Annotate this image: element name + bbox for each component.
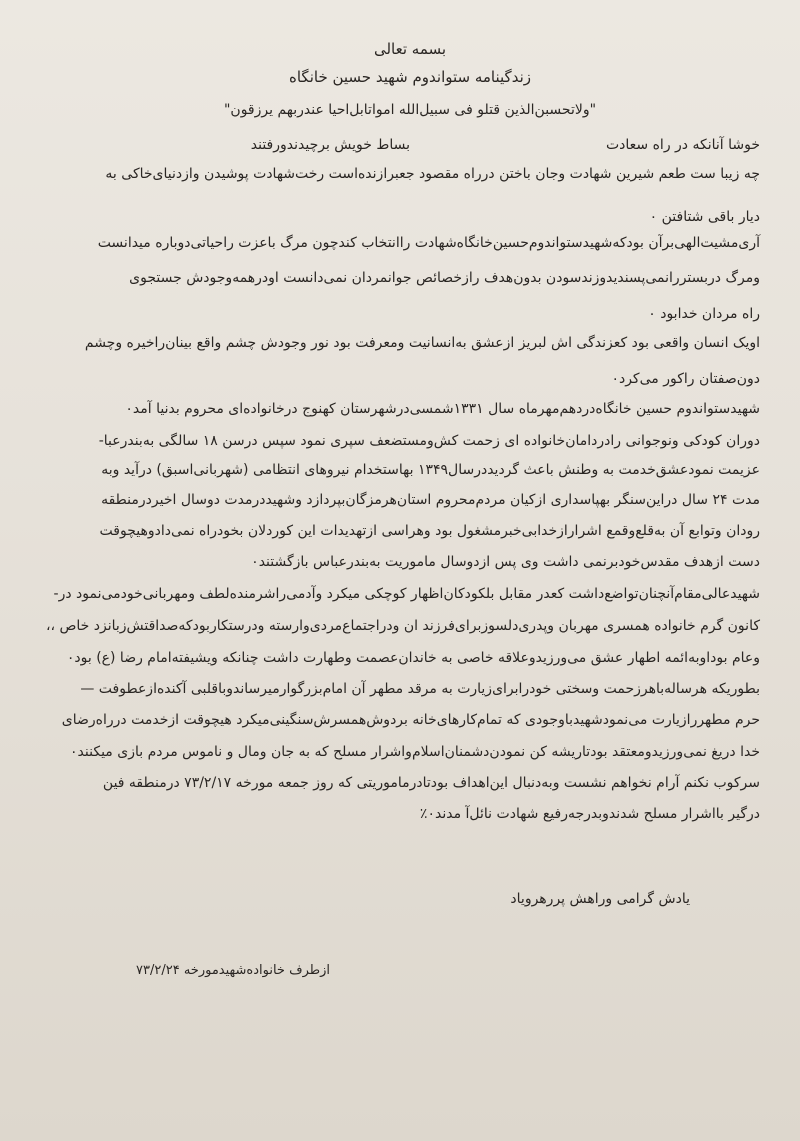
body-line-4: ومرگ دربستررانمی‌پسندیدوزندسودن بدون‌هدف رازخصائص جوانمردان نمی‌دانست اودرهمه‌وجودش جستجوی — [129, 270, 760, 286]
body-line-12: رودان وتوابع آن به‌قلع‌وقمع اشرارازخدابی‌خبرمشغول بود وهراسی ازتهدیدات این کوردلان بخودراه نمی‌دادوهیچوقت — [99, 523, 760, 539]
poem-line-right: خوشا آنانکه در راه سعادت — [605, 137, 760, 153]
body-line-21: درگیر بااشرار مسلح شدندوبدرجه‌رفیع شهادت نائل‌آ مدند۰٪ — [419, 806, 760, 822]
body-line-15: کانون گرم خانواده همسری مهربان وپدری‌دلسوزبرای‌فرزند ان ودراجتماع‌مردی‌وارسته ودرستکاربودکه‌صداقتش‌زبانزد خاص ،، — [45, 618, 760, 634]
body-line-2: دیار باقی شتافتن ۰ — [649, 209, 760, 225]
closing-phrase: یادش گرامی وراهش پررهرویاد — [510, 891, 690, 907]
basmala-heading: بسمه تعالی — [373, 40, 447, 58]
body-line-5: راه مردان خدابود ۰ — [648, 306, 760, 322]
body-line-9: دوران کودکی ونوجوانی رادردامان‌خانواده ای زحمت کش‌ومستضعف سپری نمود سپس درسن ۱۸ سالگی به‌بندرعبا- — [98, 433, 760, 449]
body-line-7: دون‌صفتان راکور می‌کرد۰ — [611, 371, 760, 387]
body-line-8: شهیدستواندوم حسین خانگاه‌در‌دهم‌مهر‌ماه سال ۱۳۳۱شمسی‌در‌شهرستان کهنوج در‌خانواده‌ای محروم بدنیا آمد۰ — [125, 401, 760, 417]
body-line-17: بطوریکه هرساله‌باهرزحمت وسختی خودرابرای‌زیارت به مرقد مطهر آن امام‌بزرگوارمیرساندوباقلبی آکنده‌ازعطوفت — — [80, 681, 760, 697]
body-line-13: دست ازهدف مقدس‌خودبرنمی داشت وی پس ازدوسال ماموریت به‌بندرعباس بازگشتند۰ — [251, 554, 760, 570]
body-line-16: وعام بوداوبه‌ائمه اطهار عشق می‌ورزیدوعلاقه خاصی به خاندان‌عصمت وطهارت داشت چنانکه ویشیفته‌امام رضا (ع) بود۰ — [66, 650, 760, 666]
body-line-20: سرکوب نکنم آرام نخواهم نشست وبه‌دنبال این‌اهداف بودتادرماموریتی که روز جمعه مورخه ۷۳/۲/۱۷ درمنطقه فین — [102, 775, 760, 791]
body-line-6: اویک انسان واقعی بود کعزندگی اش لبریز ازعشق به‌انسانیت ومعرفت بود نور وجودش چشم واقع بینان‌راخیره وچشم — [84, 335, 760, 351]
document-title: زندگینامه ستواندوم شهید حسین خانگاه — [288, 68, 531, 86]
body-line-1: چه زیبا ست طعم شیرین شهادت وجان باختن درراه مقصود جعبرازنده‌است رخت‌شهادت پوشیدن وازدنیای‌خاکی به — [105, 166, 760, 182]
poem-line-left: بساط خویش برچیدندورفتند — [250, 137, 410, 153]
body-line-19: خدا دریغ نمی‌ورزیدومعتقد بودتاریشه کن نمودن‌دشمنان‌اسلام‌واشرار مسلح که به جان ومال و ناموس مردم بازی میکنند۰ — [70, 744, 760, 760]
body-line-18: حرم مطهررازیارت می‌نمودشهیدباوجودی که تمام‌کارهای‌خانه بردوش‌همسرش‌سنگینی‌میکرد هیچوقت ازخدمت درراه‌رضای — [61, 712, 760, 728]
body-line-3: آری‌مشیت‌الهی‌برآن بودکه‌شهیدستواندوم‌حسین‌خانگاه‌شهادت راانتخاب کندچون مرگ باعزت راحیاتی‌دوباره میدانست — [97, 235, 760, 251]
body-line-14: شهیدعالی‌مقام‌آنچنان‌تواضع‌داشت کعدر مقابل بلکودکان‌اظهار کوچکی میکرد وآدمی‌راشرمنده‌لطف ومهربانی‌خودمی‌نمود در- — [53, 586, 760, 602]
body-line-10: عزیمت نمودعشق‌خدمت به وطنش باعث گردیددرسال۱۳۴۹ بهاستخدام نیروهای انتظامی (شهربانی‌اسبق) درآید وبه — [101, 462, 760, 478]
quran-verse: "ولاتحسبن‌الذین قتلو فی سبیل‌الله امواتابل‌احیا عندربهم یرزقون" — [223, 102, 597, 118]
body-line-11: مدت ۲۴ سال دراین‌سنگر بهپاسداری ازکیان مردم‌محروم استان‌هرمزگان‌بپردازد وشهیددرمدت دوسال اخیردرمنطقه — [101, 492, 760, 508]
family-signature: ازطرف خانواده‌شهیدمورخه ۷۳/۲/۲۴ — [136, 963, 330, 978]
